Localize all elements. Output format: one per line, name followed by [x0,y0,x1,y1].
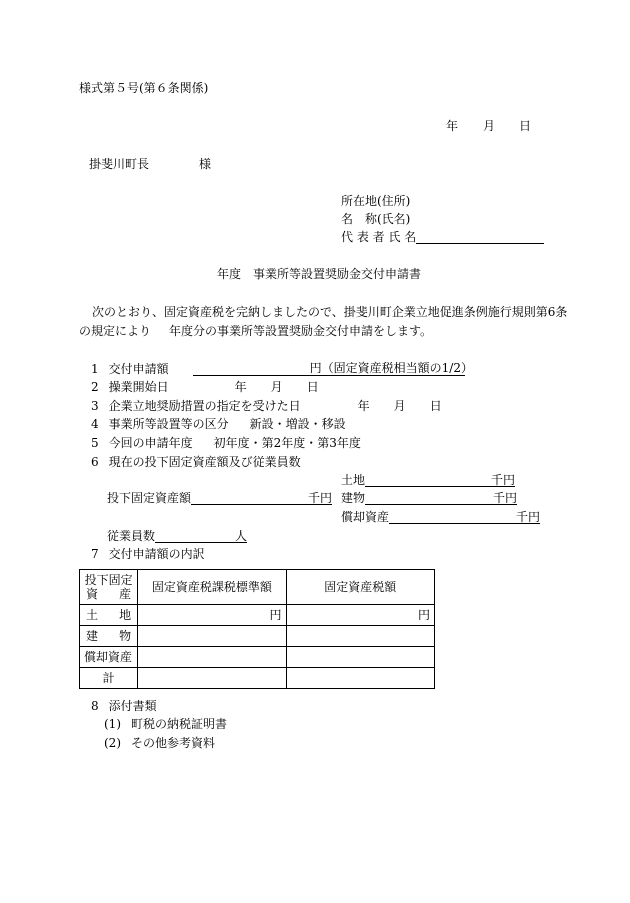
item-3-day: 日 [429,399,442,413]
table-row [80,605,435,626]
building-tax-base-cell[interactable] [138,626,286,647]
addressee [89,157,211,171]
building-tax-amount-cell[interactable] [286,626,434,647]
item-8-label: 添付書類 [108,699,157,713]
body-line-2a: の規定により [79,324,152,338]
building-field[interactable] [365,491,517,505]
table-row [80,626,435,647]
header-asset-line2-b: 産 [119,587,132,601]
invest-unit: 千円 [308,491,333,506]
building-unit: 千円 [493,491,518,506]
item-3-label: 企業立地奨励措置の指定を受けた日 [108,399,301,413]
item-1-suffix: 円（固定資産税相当額の1/2） [309,361,473,375]
row-total-label: 計 [80,668,138,689]
header-tax-amount: 固定資産税額 [286,570,434,605]
building-label: 建物 [341,491,366,505]
depreciable-field[interactable] [389,510,540,524]
date-year: 年 [446,119,459,133]
applicant-address-label: 所在地(住所) [341,194,411,208]
item-2-year: 年 [234,380,247,394]
item-4-label: 事業所等設置等の区分 [108,417,229,431]
attachment-1-num: (1) [104,717,121,731]
land-unit: 千円 [491,473,516,488]
invest-label: 投下固定資産額 [107,491,192,505]
row-depreciable-label: 償却資産 [80,647,138,668]
header-asset-line2 [84,587,133,601]
body-line-2b: 年度分の事業所等設置奨励金交付申請をします。 [169,324,433,338]
invest-field[interactable] [191,491,332,505]
depreciable-row [341,510,540,524]
applicant-name-label: 名 称(氏名) [341,212,411,226]
body-line-1: 次のとおり、固定資産税を完納しましたので、掛斐川町企業立地促進条例施行規則第6条 [92,305,568,319]
item-3-year: 年 [357,399,370,413]
addressee-honorific: 様 [199,157,212,171]
depreciable-label: 償却資産 [341,510,390,524]
date-line [446,119,531,133]
table-row [80,647,435,668]
item-1-label: 交付申請額 [108,362,169,376]
header-asset-line2-a: 資 [86,587,99,601]
title-year-suffix: 年度 [217,267,242,281]
item-4 [91,417,346,431]
item-7-label: 交付申請額の内訳 [108,547,205,561]
row-building-label-b: 物 [119,628,132,643]
land-row [341,473,515,487]
item-3 [91,399,442,413]
item-7 [91,547,205,561]
applicant-rep-label: 代 表 者 氏 名 [341,230,417,244]
land-tax-base-cell[interactable]: 円 [138,605,286,626]
attachment-2 [104,736,215,750]
date-month: 月 [483,119,496,133]
attachment-1 [104,717,227,731]
building-row [341,491,517,505]
depreciable-tax-amount-cell[interactable] [286,647,434,668]
rep-name-field[interactable] [416,230,544,244]
item-2-num: 2 [91,380,99,394]
item-3-num: 3 [91,399,99,413]
item-7-num: 7 [91,547,99,561]
total-tax-base-cell[interactable] [138,668,286,689]
item-5-num: 5 [91,436,99,450]
depreciable-tax-base-cell[interactable] [138,647,286,668]
item-8-num: 8 [91,699,99,713]
attachment-2-num: (2) [104,736,121,750]
breakdown-table [79,569,435,689]
item-3-month: 月 [393,399,406,413]
table-header-row [80,570,435,605]
employees-unit: 人 [235,529,248,544]
title-text: 事業所等設置奨励金交付申請書 [253,267,422,281]
row-building-label [80,626,138,647]
row-land-label-a: 土 [86,607,99,622]
applicant-rep [341,230,544,244]
item-5-value[interactable]: 初年度・第2年度・第3年度 [213,436,361,450]
item-5-label: 今回の申請年度 [108,436,193,450]
addressee-name: 掛斐川町長 [89,157,150,171]
item-6-label: 現在の投下固定資産額及び従業員数 [108,455,301,469]
depreciable-unit: 千円 [516,510,541,525]
land-field[interactable] [365,473,515,487]
attachment-1-text: 町税の納税証明書 [131,717,228,731]
item-4-value[interactable]: 新設・増設・移設 [249,417,346,431]
land-label: 土地 [341,473,366,487]
row-land-label-b: 地 [119,607,132,622]
employees-label: 従業員数 [107,529,156,543]
item-1-amount-field[interactable] [193,361,473,376]
item-6-num: 6 [91,455,99,469]
land-tax-amount-cell[interactable]: 円 [286,605,434,626]
row-building-label-a: 建 [86,628,99,643]
total-tax-amount-cell[interactable] [286,668,434,689]
row-land-label [80,605,138,626]
item-6 [91,455,301,469]
item-2 [91,380,319,394]
item-2-month: 月 [270,380,283,394]
header-asset-line1: 投下固定 [84,573,133,587]
item-1 [91,361,473,376]
date-day: 日 [519,119,532,133]
item-1-num: 1 [91,362,99,376]
item-8 [91,699,157,713]
body-line-2 [79,324,432,338]
document-title [217,267,421,281]
invest-row [107,491,332,505]
employees-field[interactable] [155,529,247,543]
header-tax-base: 固定資産税課税標準額 [138,570,286,605]
attachment-2-text: その他参考資料 [131,736,216,750]
header-asset [80,570,138,605]
item-2-day: 日 [306,380,319,394]
table-row [80,668,435,689]
employees-row [107,529,247,543]
item-5 [91,436,361,450]
form-number: 様式第５号(第６条関係) [79,81,209,95]
item-4-num: 4 [91,417,99,431]
item-2-label: 操業開始日 [108,380,169,394]
